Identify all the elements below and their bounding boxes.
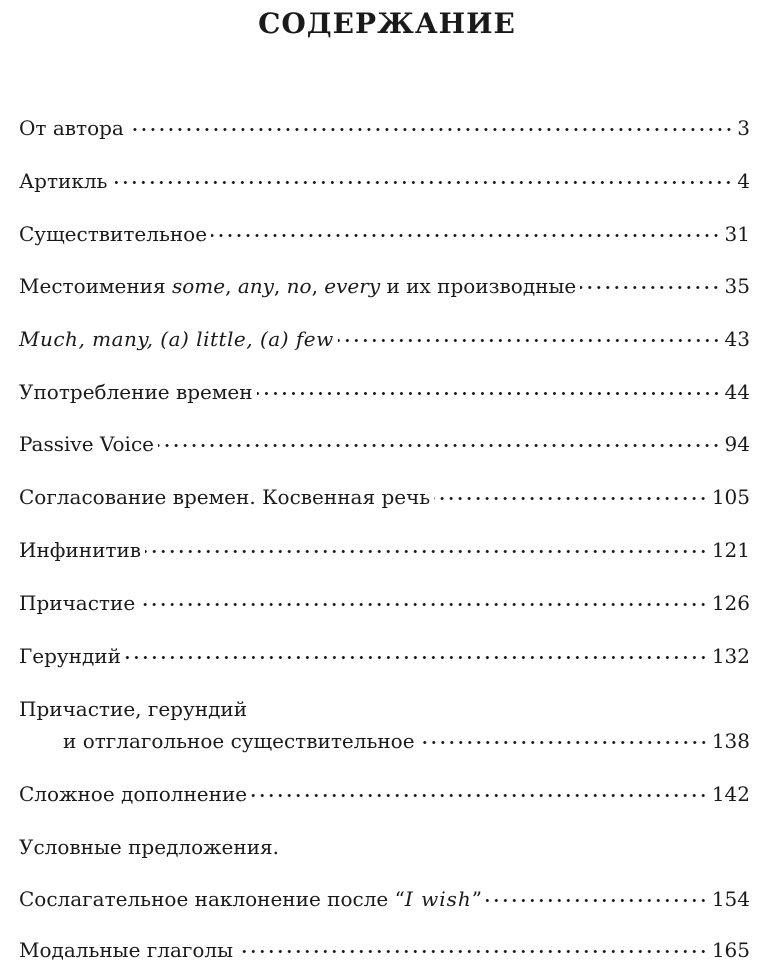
toc-entry[interactable] xyxy=(19,935,750,965)
toc-entry[interactable] xyxy=(19,641,750,671)
toc-entry-title: От автора xyxy=(19,116,124,140)
dot-leader xyxy=(128,128,733,131)
toc-entry-title: Much, many, (a) little, (a) few xyxy=(19,327,334,351)
dot-leader xyxy=(145,550,708,553)
dot-leader xyxy=(257,392,721,395)
toc-entry-title: Согласование времен. Косвенная речь xyxy=(19,485,431,509)
title-part: “ xyxy=(394,887,405,911)
title-part-italic: no xyxy=(286,274,312,298)
toc-entry[interactable] xyxy=(19,779,750,809)
toc-entry-title: Причастие xyxy=(19,591,136,615)
toc-entry-title: Модальные глаголы xyxy=(19,938,234,962)
toc-entry[interactable] xyxy=(19,271,750,301)
toc-entry[interactable] xyxy=(19,429,750,459)
toc-entry-title: Герундий xyxy=(19,644,121,668)
dot-leader xyxy=(338,339,721,342)
dot-leader xyxy=(486,899,708,902)
toc-entry[interactable] xyxy=(19,535,750,565)
title-part: Местоимения xyxy=(19,274,172,298)
toc-entry-title: и отглагольное существительное xyxy=(63,729,415,753)
toc-entry-title xyxy=(19,884,482,914)
toc-entry-page: 4 xyxy=(737,169,750,193)
toc-entry-page: 126 xyxy=(711,591,750,615)
title-part-italic: any xyxy=(237,274,274,298)
toc-entry[interactable] xyxy=(19,324,750,354)
title-part-italic: I wish xyxy=(404,887,472,911)
toc-entry-title: Инфинитив xyxy=(19,538,142,562)
toc-entry[interactable] xyxy=(19,113,750,143)
toc-entry-title: Passive Voice xyxy=(19,432,154,456)
toc-entry[interactable] xyxy=(19,588,750,618)
toc-entry-page: 3 xyxy=(737,116,750,140)
toc-entry-title xyxy=(19,271,576,301)
title-part: и их производные xyxy=(380,274,577,298)
toc-entry-page: 165 xyxy=(711,938,750,962)
toc-entry[interactable] xyxy=(19,482,750,512)
dot-leader xyxy=(419,741,708,744)
toc-entry[interactable] xyxy=(19,726,750,756)
dot-leader xyxy=(111,181,733,184)
toc-entry-title-line1: Причастие, герундий xyxy=(19,697,248,721)
toc-entry-page: 105 xyxy=(711,485,750,509)
toc-entry-page: 138 xyxy=(711,729,750,753)
dot-leader xyxy=(211,234,720,237)
toc-entry[interactable] xyxy=(19,219,750,249)
dot-leader xyxy=(237,950,708,953)
dot-leader xyxy=(251,794,708,797)
title-part: , xyxy=(225,274,238,298)
title-part: , xyxy=(311,274,325,298)
toc-entry-page: 31 xyxy=(724,222,750,246)
title-part-italic: every xyxy=(324,274,381,298)
toc-entry-page: 121 xyxy=(711,538,750,562)
toc-entry-page: 43 xyxy=(724,327,750,351)
dot-leader xyxy=(580,286,720,289)
title-part-italic: some xyxy=(171,274,226,298)
dot-leader xyxy=(139,603,708,606)
dot-leader xyxy=(434,497,708,500)
dot-leader xyxy=(158,444,721,447)
toc-entry[interactable] xyxy=(19,884,750,914)
toc-entry-page: 154 xyxy=(711,887,750,911)
toc-entry-title: Артикль xyxy=(19,169,108,193)
title-part: Сослагательное наклонение после xyxy=(19,887,395,911)
title-part: , xyxy=(273,274,287,298)
toc-section-heading: Условные предложения. xyxy=(19,835,279,859)
dot-leader xyxy=(125,656,708,659)
toc-entry[interactable] xyxy=(19,166,750,196)
toc-entry-page: 94 xyxy=(724,432,750,456)
toc-entry[interactable] xyxy=(19,377,750,407)
toc-entry-page: 35 xyxy=(724,274,750,298)
page-title: СОДЕРЖАНИЕ xyxy=(258,7,516,40)
toc-entry-page: 44 xyxy=(724,380,750,404)
toc-entry-title: Существительное xyxy=(19,222,208,246)
toc-entry-page: 132 xyxy=(711,644,750,668)
toc-entry-page: 142 xyxy=(711,782,750,806)
toc-entry-title: Сложное дополнение xyxy=(19,782,248,806)
toc-entry-title: Употребление времен xyxy=(19,380,253,404)
title-part: ” xyxy=(471,887,483,911)
